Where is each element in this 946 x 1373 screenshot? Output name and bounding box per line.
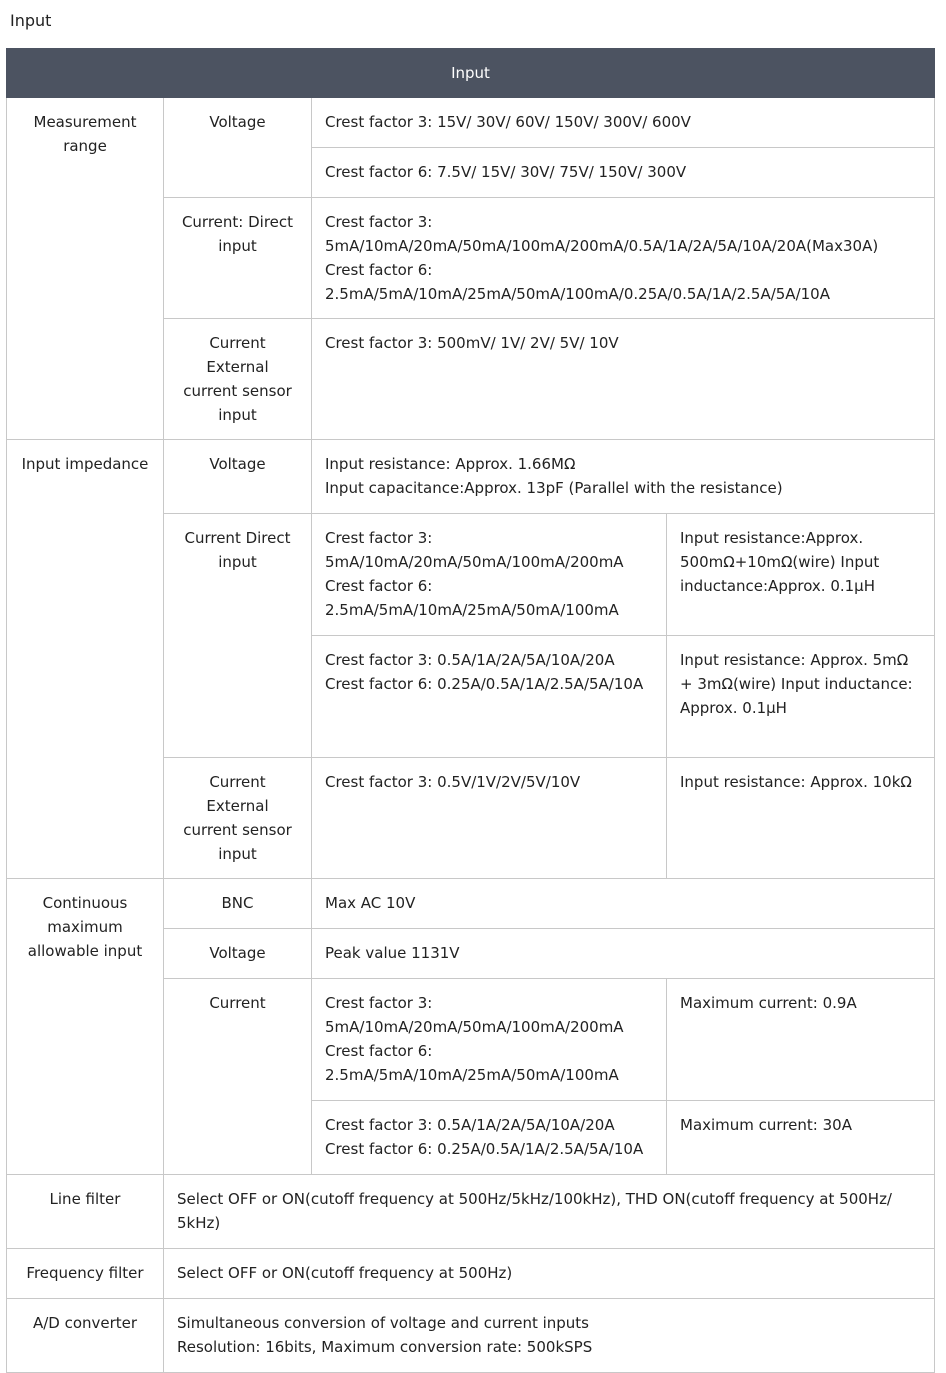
- value-cell: [312, 636, 667, 758]
- value-cell: Crest factor 6: 7.5V/ 15V/ 30V/ 75V/ 150V/ 300V: [312, 148, 935, 198]
- text-line: Crest factor 3: 0.5A/1A/2A/5A/10A/20A: [325, 651, 615, 669]
- sub-label-voltage: Voltage: [164, 98, 312, 198]
- spec-cell: Maximum current: 30A: [667, 1101, 935, 1175]
- text-line: 2.5mA/5mA/10mA/25mA/50mA/100mA: [325, 1066, 619, 1084]
- text-line: 5mA/10mA/20mA/50mA/100mA/200mA: [325, 1018, 624, 1036]
- row-label-measurement-range: Measurement range: [7, 98, 164, 440]
- sub-label-current-direct: Current Direct input: [164, 514, 312, 758]
- text-line: Crest factor 6:: [325, 577, 433, 595]
- text-line: Crest factor 3: 0.5A/1A/2A/5A/10A/20A: [325, 1116, 615, 1134]
- row-label-continuous-max: Continuous maximum allowable input: [7, 879, 164, 1175]
- text-line: Crest factor 6: 0.25A/0.5A/1A/2.5A/5A/10A: [325, 675, 644, 693]
- value-cell: Crest factor 3: 500mV/ 1V/ 2V/ 5V/ 10V: [312, 319, 935, 440]
- sub-label-current: Current: [164, 979, 312, 1175]
- text-line: Crest factor 6:: [325, 1042, 433, 1060]
- row-label-frequency-filter: Frequency filter: [7, 1249, 164, 1299]
- table-row: [7, 879, 935, 929]
- value-cell: Peak value 1131V: [312, 929, 935, 979]
- text-line: Crest factor 3:: [325, 529, 433, 547]
- row-label-ad-converter: A/D converter: [7, 1299, 164, 1373]
- value-cell: [312, 440, 935, 514]
- sub-label-current-external: Current External current sensor input: [164, 319, 312, 440]
- text-line: 5mA/10mA/20mA/50mA/100mA/200mA/0.5A/1A/2A/5A/10A/20A(Max30A): [325, 237, 879, 255]
- value-cell: Crest factor 3: 0.5V/1V/2V/5V/10V: [312, 758, 667, 879]
- value-cell: [312, 198, 935, 319]
- spec-cell: Maximum current: 0.9A: [667, 979, 935, 1101]
- sub-label-current-direct: Current: Direct input: [164, 198, 312, 319]
- text-line: Input resistance: Approx. 1.66MΩ: [325, 455, 576, 473]
- text-line: Input capacitance:Approx. 13pF (Parallel with the resistance): [325, 479, 783, 497]
- text-line: Crest factor 3:: [325, 213, 433, 231]
- spec-table: [6, 48, 935, 1373]
- table-row: [7, 1249, 935, 1299]
- text-line: Resolution: 16bits, Maximum conversion rate: 500kSPS: [177, 1338, 593, 1356]
- row-label-line-filter: Line filter: [7, 1175, 164, 1249]
- value-cell: [312, 514, 667, 636]
- table-row: [7, 440, 935, 514]
- table-header-row: [7, 49, 935, 98]
- sub-label-current-external: Current External current sensor input: [164, 758, 312, 879]
- value-cell: Select OFF or ON(cutoff frequency at 500Hz/5kHz/100kHz), THD ON(cutoff frequency at 500Hz/ 5kHz): [164, 1175, 935, 1249]
- text-line: Crest factor 3:: [325, 994, 433, 1012]
- row-label-input-impedance: Input impedance: [7, 440, 164, 879]
- value-cell: [312, 1101, 667, 1175]
- text-line: Simultaneous conversion of voltage and current inputs: [177, 1314, 589, 1332]
- value-cell: Max AC 10V: [312, 879, 935, 929]
- text-line: 2.5mA/5mA/10mA/25mA/50mA/100mA: [325, 601, 619, 619]
- text-line: 5mA/10mA/20mA/50mA/100mA/200mA: [325, 553, 624, 571]
- text-line: Crest factor 6: 0.25A/0.5A/1A/2.5A/5A/10A: [325, 1140, 644, 1158]
- value-cell: Select OFF or ON(cutoff frequency at 500Hz): [164, 1249, 935, 1299]
- page-title: Input: [10, 11, 52, 30]
- table-header: Input: [7, 49, 935, 98]
- value-cell: [312, 979, 667, 1101]
- sub-label-bnc: BNC: [164, 879, 312, 929]
- table-row: [7, 1175, 935, 1249]
- spec-cell: Input resistance: Approx. 10kΩ: [667, 758, 935, 879]
- spec-cell: Input resistance:Approx. 500mΩ+10mΩ(wire) Input inductance:Approx. 0.1μH: [667, 514, 935, 636]
- table-row: [7, 1299, 935, 1373]
- value-cell: [164, 1299, 935, 1373]
- value-cell: Crest factor 3: 15V/ 30V/ 60V/ 150V/ 300V/ 600V: [312, 98, 935, 148]
- sub-label-voltage: Voltage: [164, 929, 312, 979]
- table-row: [7, 98, 935, 148]
- spec-cell: Input resistance: Approx. 5mΩ + 3mΩ(wire) Input inductance: Approx. 0.1μH: [667, 636, 935, 758]
- text-line: Crest factor 6:: [325, 261, 433, 279]
- text-line: 2.5mA/5mA/10mA/25mA/50mA/100mA/0.25A/0.5A/1A/2.5A/5A/10A: [325, 285, 830, 303]
- sub-label-voltage: Voltage: [164, 440, 312, 514]
